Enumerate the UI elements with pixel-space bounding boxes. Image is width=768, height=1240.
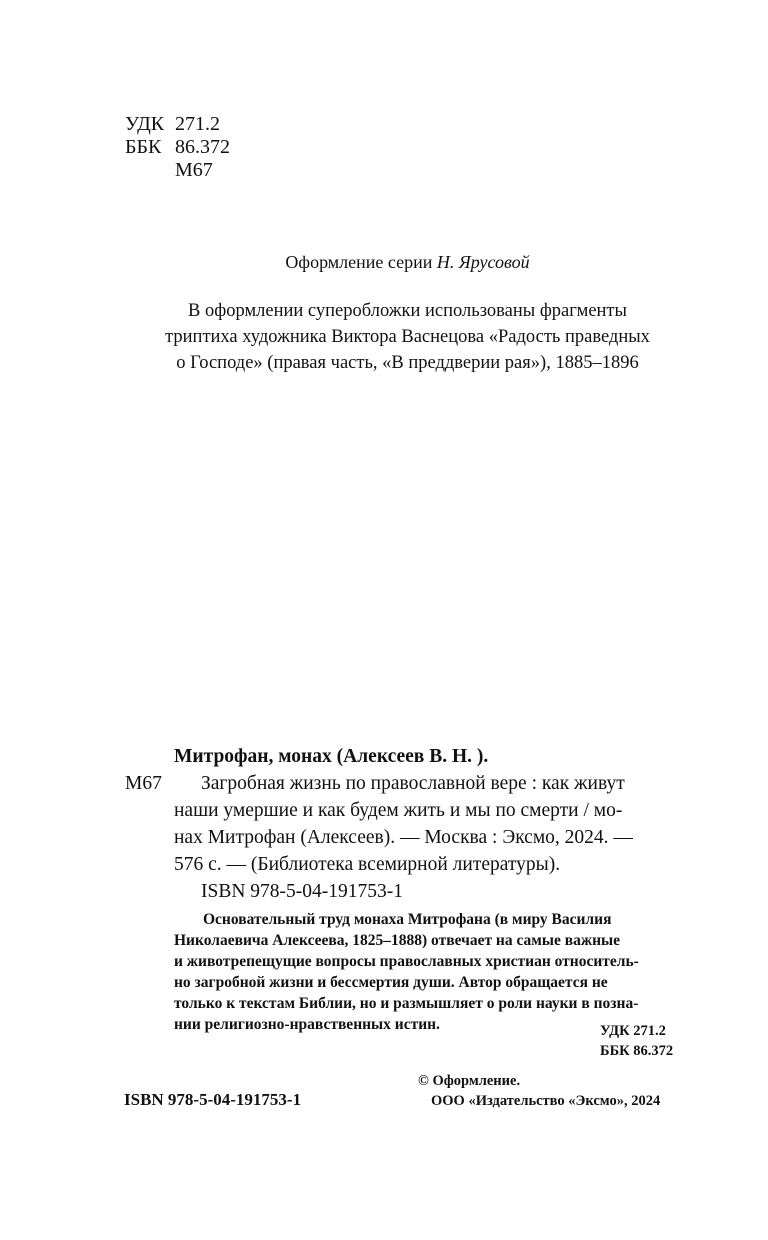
annotation-line: но загробной жизни и бессмертия души. Автор обращается не [174, 974, 608, 991]
annotation-bbk: ББК 86.372 [600, 1043, 674, 1059]
entry-description-line: наши умершие и как будем жить и мы по смерти / мо- [174, 800, 623, 821]
cover-note-line: В оформлении суперобложки использованы фрагменты [188, 301, 627, 321]
entry-description-line: 576 с. — (Библиотека всемирной литературы). [174, 854, 561, 875]
bbk-code: 86.372 [175, 136, 230, 158]
cover-note-line: о Господе» (правая часть, «В преддверии рая»), 1885–1896 [176, 353, 639, 373]
annotation-line: Основательный труд монаха Митрофана (в миру Василия [203, 911, 612, 928]
bbk-label: ББК [125, 136, 162, 158]
series-design [0, 252, 768, 273]
udk-code: 271.2 [175, 113, 220, 135]
annotation-line: нии религиозно-нравственных истин. [174, 1016, 440, 1033]
copyright-line: © Оформление. [418, 1073, 521, 1089]
series-design-prefix: Оформление серии [285, 252, 433, 272]
series-designer: Н. Ярусовой [436, 252, 530, 272]
annotation-line: и животрепещущие вопросы православных христиан относитель- [174, 953, 639, 970]
udk-label: УДК [125, 113, 165, 135]
cover-note-line: триптиха художника Виктора Васнецова «Радость праведных [165, 327, 650, 347]
annotation-line: Николаевича Алексеева, 1825–1888) отвечает на самые важные [174, 932, 620, 949]
entry-description-line: Загробная жизнь по православной вере : как живут [201, 773, 625, 794]
entry-isbn: ISBN 978-5-04-191753-1 [201, 881, 404, 902]
entry-description-line: нах Митрофан (Алексеев). — Москва : Эксмо, 2024. — [174, 827, 633, 848]
footer-isbn: ISBN 978-5-04-191753-1 [124, 1090, 302, 1109]
annotation-line: только к текстам Библии, но и размышляет о роли науки в позна- [174, 995, 639, 1012]
annotation-udk: УДК 271.2 [600, 1023, 666, 1039]
author-mark: М67 [175, 159, 213, 181]
publisher-line: ООО «Издательство «Эксмо», 2024 [431, 1093, 661, 1109]
entry-heading: Митрофан, монах (Алексеев В. Н. ). [174, 746, 489, 767]
entry-mark: М67 [125, 773, 162, 794]
cover-note [0, 298, 768, 376]
